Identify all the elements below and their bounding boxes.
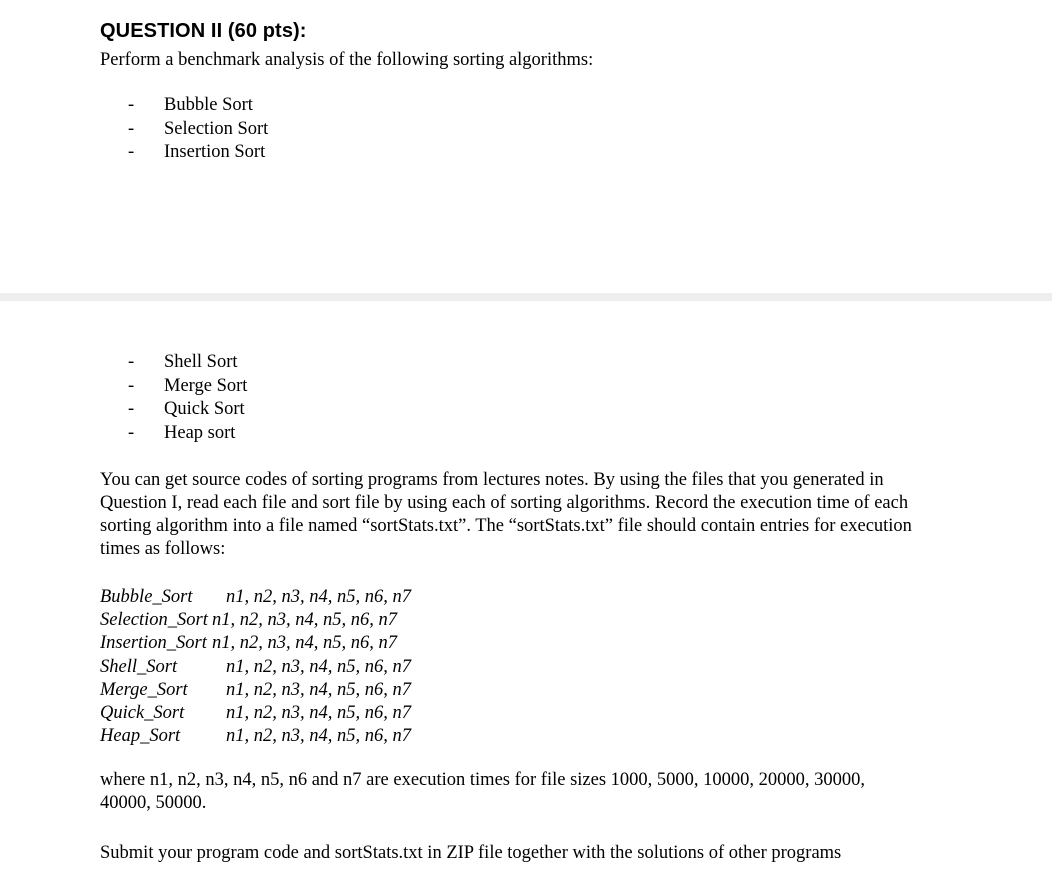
list-item — [128, 118, 268, 142]
page-break — [0, 293, 1052, 301]
list-item-label: Shell Sort — [164, 352, 238, 372]
document-page-1 — [0, 0, 1052, 293]
submit-paragraph: Submit your program code and sortStats.txt in ZIP file together with the solutions of other programs — [100, 843, 842, 863]
list-item — [128, 141, 268, 165]
stats-values: n1, n2, n3, n4, n5, n6, n7 — [212, 610, 397, 631]
stats-values: n1, n2, n3, n4, n5, n6, n7 — [226, 656, 411, 677]
stats-algorithm-name: Insertion_Sort — [100, 633, 207, 654]
bullet-dash: - — [128, 95, 135, 115]
stats-values: n1, n2, n3, n4, n5, n6, n7 — [226, 702, 411, 723]
stats-values: n1, n2, n3, n4, n5, n6, n7 — [212, 633, 397, 654]
list-item — [128, 351, 247, 375]
stats-values: n1, n2, n3, n4, n5, n6, n7 — [226, 587, 411, 607]
instructions-paragraph: You can get source codes of sorting programs from lectures notes. By using the files that you generated in Question I, read each file and sort file by using each of sorting algorithms. Record the execution time of each sorting algorithm into a file named “sortStats.txt”. The “sortStats.txt” file should contain entries for execution times as follows: — [100, 470, 912, 559]
stats-algorithm-name: Quick_Sort — [100, 702, 185, 723]
bullet-dash: - — [128, 118, 135, 139]
bullet-dash: - — [128, 375, 135, 396]
bullet-dash: - — [128, 422, 135, 443]
list-item — [128, 398, 247, 422]
stats-values: n1, n2, n3, n4, n5, n6, n7 — [226, 679, 411, 700]
list-item-label: Merge Sort — [164, 375, 248, 396]
question-heading: QUESTION II (60 pts): — [100, 20, 307, 42]
list-item-label: Heap sort — [164, 422, 236, 443]
algorithm-list-2 — [128, 351, 247, 445]
stats-values: n1, n2, n3, n4, n5, n6, n7 — [226, 726, 411, 747]
bullet-dash: - — [128, 142, 135, 162]
stats-algorithm-name: Heap_Sort — [100, 726, 181, 747]
stats-algorithm-name: Merge_Sort — [100, 679, 188, 700]
list-item-label: Insertion Sort — [164, 142, 266, 162]
list-item — [128, 375, 247, 399]
document-page-2 — [0, 301, 1052, 877]
stats-algorithm-name: Selection_Sort — [100, 610, 208, 631]
list-item — [128, 422, 247, 446]
intro-text: Perform a benchmark analysis of the following sorting algorithms: — [100, 50, 594, 70]
list-item-label: Quick Sort — [164, 399, 245, 419]
bullet-dash: - — [128, 352, 135, 372]
list-item-label: Bubble Sort — [164, 95, 253, 115]
algorithm-list-1 — [128, 94, 268, 165]
where-paragraph: where n1, n2, n3, n4, n5, n6 and n7 are execution times for file sizes 1000, 5000, 10000, 20000, 30000, 40000, 50000. — [100, 770, 866, 813]
list-item-label: Selection Sort — [164, 118, 269, 139]
bullet-dash: - — [128, 399, 135, 419]
stats-algorithm-name: Shell_Sort — [100, 656, 178, 677]
list-item — [128, 94, 268, 118]
stats-algorithm-name: Bubble_Sort — [100, 587, 193, 607]
